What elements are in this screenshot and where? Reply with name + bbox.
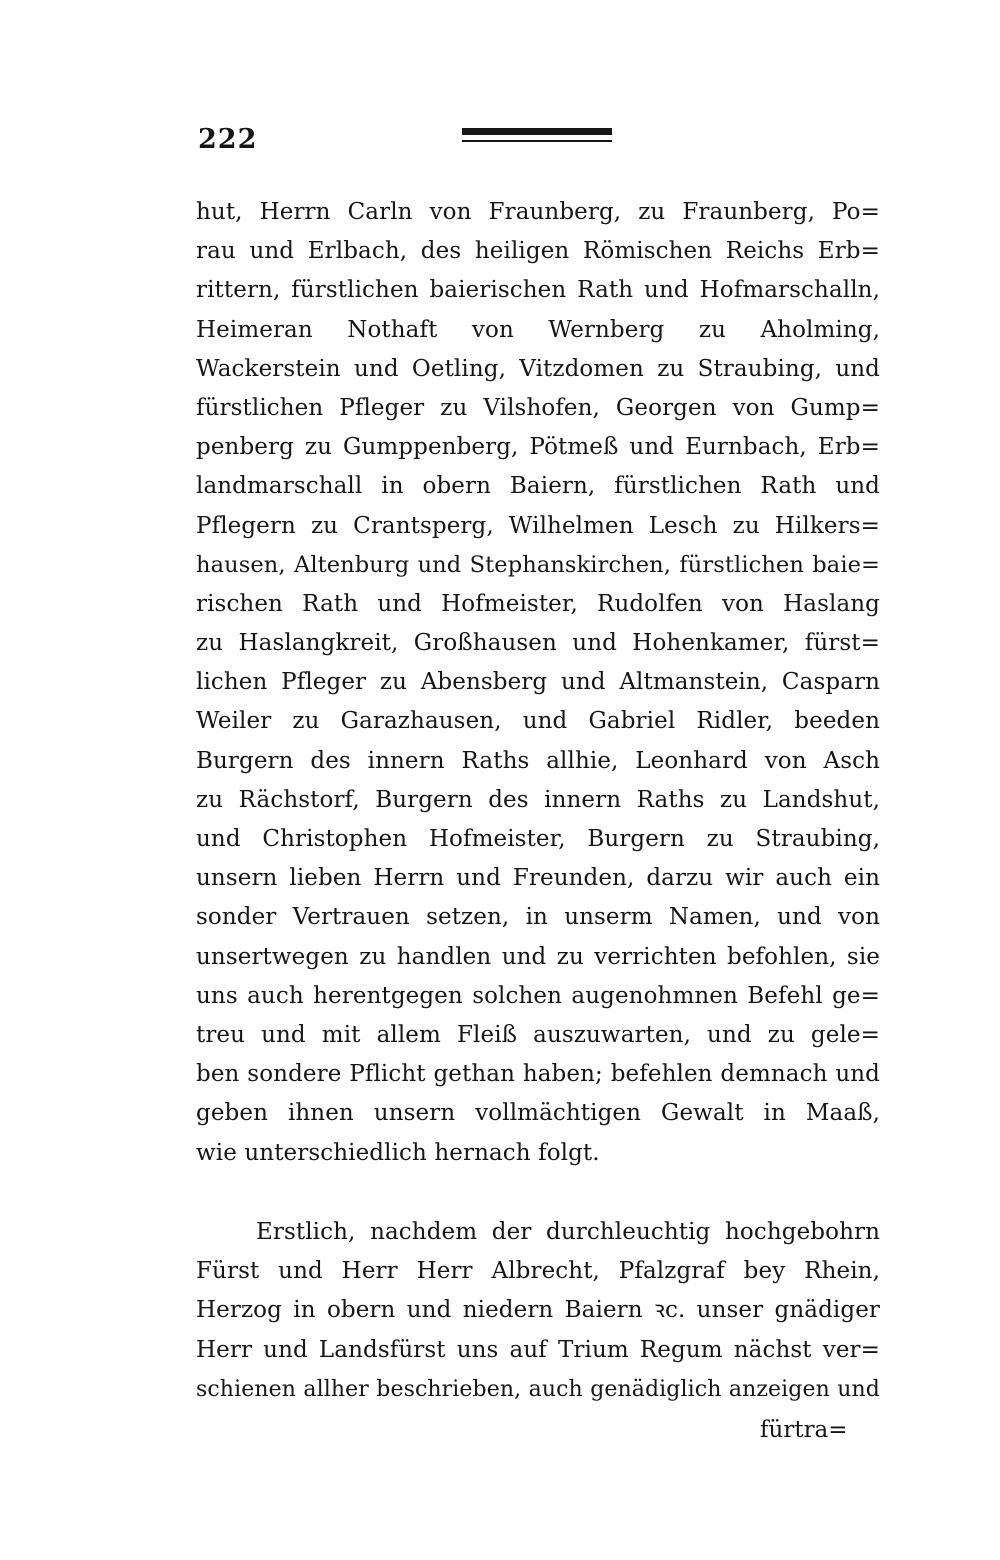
text-line: treu und mit allem Fleiß auszuwarten, und zu gele= [196,1021,880,1048]
text-line: zu Haslangkreit, Großhausen und Hohenkamer, fürst= [196,630,880,657]
paragraph-1 [196,193,880,1173]
header-rule-thin [462,140,612,142]
text-line: penberg zu Gumppenberg, Pötmeß und Eurnbach, Erb= [196,434,880,461]
header-rule [462,128,612,142]
text-line: Burgern des innern Raths allhie, Leonhard von Asch [196,747,880,774]
text-line: rischen Rath und Hofmeister, Rudolfen von Haslang [196,590,880,617]
page-number: 222 [198,124,258,155]
text-line: lichen Pfleger zu Abensberg und Altmanstein, Casparn [196,669,880,696]
text-line: Herr und Landsfürst uns auf Trium Regum nächst ver= [196,1336,880,1363]
paragraph-2 [196,1213,880,1409]
text-line: landmarschall in obern Baiern, fürstlichen Rath und [196,473,880,500]
text-line: und Christophen Hofmeister, Burgern zu Straubing, [196,826,880,852]
text-line-indented: Erstlich, nachdem der durchleuchtig hochgebohrn [256,1219,880,1245]
text-line: uns auch herentgegen solchen augenohmnen Befehl ge= [196,982,880,1009]
text-line: schienen allher beschrieben, auch genädiglich anzeigen und [196,1376,880,1402]
text-line: fürstlichen Pfleger zu Vilshofen, Georgen von Gump= [196,394,880,421]
catchword: fürtra= [760,1417,848,1443]
text-line: Wackerstein und Oetling, Vitzdomen zu Straubing, und [196,355,880,382]
text-line: Weiler zu Garazhausen, und Gabriel Ridler, beeden [196,708,880,735]
text-line: unsertwegen zu handlen und zu verrichten befohlen, sie [196,943,880,970]
text-line: Heimeran Nothaft von Wernberg zu Aholming, [196,316,880,343]
text-line: sonder Vertrauen setzen, in unserm Namen, und von [196,904,880,931]
text-line: Fürst und Herr Herr Albrecht, Pfalzgraf bey Rhein, [196,1258,880,1285]
text-line: ben sondere Pflicht gethan haben; befehlen demnach und [196,1061,880,1088]
header-rule-thick [462,128,612,135]
text-line: wie unterschiedlich hernach folgt. [196,1139,600,1166]
text-line: hausen, Altenburg und Stephanskirchen, fürstlichen baie= [196,551,880,578]
text-line: rau und Erlbach, des heiligen Römischen Reichs Erb= [196,238,880,265]
text-line: Pflegern zu Crantsperg, Wilhelmen Lesch zu Hilkers= [196,512,880,539]
text-line: Herzog in obern und niedern Baiern ꝛc. unser gnädiger [196,1297,880,1324]
text-line: hut, Herrn Carln von Fraunberg, zu Fraunberg, Po= [196,199,880,225]
text-line: geben ihnen unsern vollmächtigen Gewalt in Maaß, [196,1100,880,1127]
text-line: zu Rächstorf, Burgern des innern Raths zu Landshut, [196,786,880,813]
text-line: unsern lieben Herrn und Freunden, darzu wir auch ein [196,865,880,892]
text-line: rittern, fürstlichen baierischen Rath und Hofmarschalln, [196,277,880,304]
